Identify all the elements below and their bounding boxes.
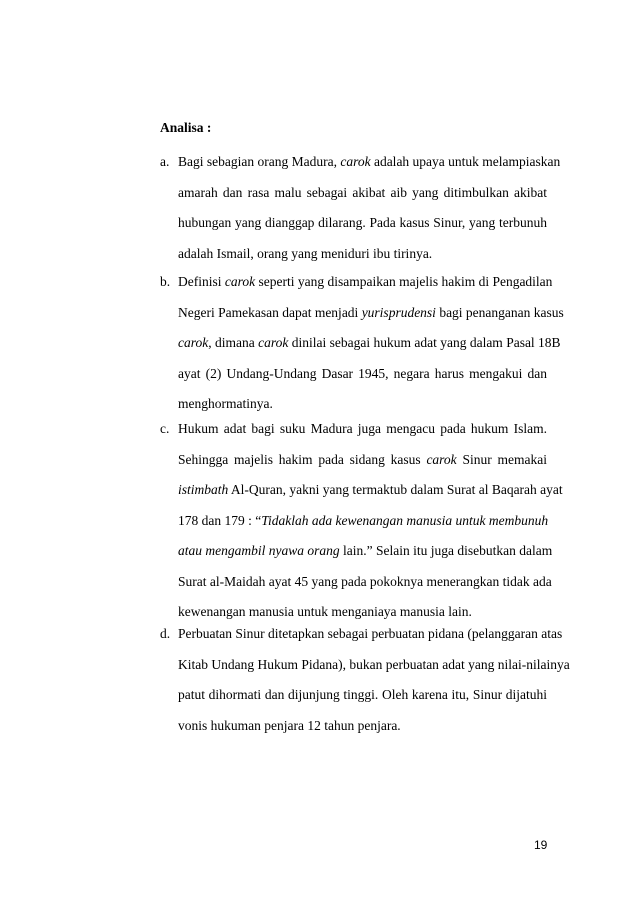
text-run: Perbuatan Sinur ditetapkan sebagai perbuatan pidana (pelanggaran atas <box>178 626 563 641</box>
italic-text: yurisprudensi <box>361 305 436 320</box>
paragraph-line <box>178 245 547 263</box>
paragraph-line <box>178 334 561 352</box>
text-run: amarah dan rasa malu sebagai akibat aib yang ditimbulkan akibat <box>178 185 547 200</box>
paragraph-line <box>178 420 547 438</box>
paragraph-line <box>178 304 564 322</box>
paragraph-line <box>178 512 547 530</box>
paragraph-line <box>178 184 547 202</box>
text-run: Surat al-Maidah ayat 45 yang pada pokoknya menerangkan tidak ada <box>178 574 552 589</box>
italic-text: carok <box>340 154 371 169</box>
text-run: Negeri Pamekasan dapat menjadi <box>178 305 362 320</box>
text-run: vonis hukuman penjara 12 tahun penjara. <box>178 718 401 733</box>
text-run: dinilai sebagai hukum adat yang dalam Pasal 18B <box>288 335 561 350</box>
text-run: 178 dan 179 : “ <box>178 513 262 528</box>
italic-text: carok <box>426 452 457 467</box>
paragraph-line <box>178 625 563 643</box>
text-run: hubungan yang dianggap dilarang. Pada kasus Sinur, yang terbunuh <box>178 215 547 230</box>
italic-text: carok <box>178 335 209 350</box>
paragraph-line <box>178 451 547 469</box>
italic-text: carok <box>258 335 289 350</box>
text-run: menghormatinya. <box>178 396 273 411</box>
text-run: patut dihormati dan dijunjung tinggi. Oleh karena itu, Sinur dijatuhi <box>178 687 547 702</box>
text-run: Bagi sebagian orang Madura, <box>178 154 341 169</box>
text-run: bagi penanganan kasus <box>435 305 564 320</box>
italic-text: Tidaklah ada kewenangan manusia untuk membunuh <box>261 513 549 528</box>
text-run: Al-Quran, yakni yang termaktub dalam Surat al Baqarah ayat <box>228 482 563 497</box>
text-run: Hukum adat bagi suku Madura juga mengacu pada hukum Islam. <box>178 421 547 436</box>
text-run: adalah Ismail, orang yang meniduri ibu tirinya. <box>178 246 433 261</box>
paragraph-line <box>178 273 553 291</box>
text-run: Sehingga majelis hakim pada sidang kasus <box>178 452 427 467</box>
paragraph-line <box>178 542 553 560</box>
italic-text: atau mengambil nyawa orang <box>178 543 340 558</box>
page-number: 19 <box>534 838 548 852</box>
text-run: kewenangan manusia untuk menganiaya manusia lain. <box>178 604 472 619</box>
list-marker: d. <box>160 626 171 641</box>
text-run: , dimana <box>208 335 259 350</box>
list-marker: b. <box>160 274 171 289</box>
paragraph-line <box>178 686 547 704</box>
text-run: Kitab Undang Hukum Pidana), bukan perbuatan adat yang nilai-nilainya <box>178 657 570 672</box>
italic-text: carok <box>224 274 256 289</box>
list-marker: c. <box>160 421 170 436</box>
section-heading: Analisa : <box>160 120 212 135</box>
paragraph-line <box>178 395 547 413</box>
text-run: ayat (2) Undang-Undang Dasar 1945, negara harus mengakui dan <box>178 366 547 381</box>
paragraph-line <box>178 214 547 232</box>
italic-text: istimbath <box>178 482 229 497</box>
text-run: seperti yang disampaikan majelis hakim di Pengadilan <box>255 274 553 289</box>
paragraph-line <box>178 656 570 674</box>
paragraph-line <box>178 481 563 499</box>
paragraph-line <box>178 717 547 735</box>
text-run: adalah upaya untuk melampiaskan <box>370 154 561 169</box>
paragraph-line <box>178 603 547 621</box>
paragraph-line <box>178 153 561 171</box>
paragraph-line <box>178 573 552 591</box>
list-marker: a. <box>160 154 170 169</box>
text-run: Sinur memakai <box>456 452 547 467</box>
paragraph-line <box>178 365 547 383</box>
text-run: Definisi <box>178 274 225 289</box>
text-run: lain.” Selain itu juga disebutkan dalam <box>339 543 553 558</box>
